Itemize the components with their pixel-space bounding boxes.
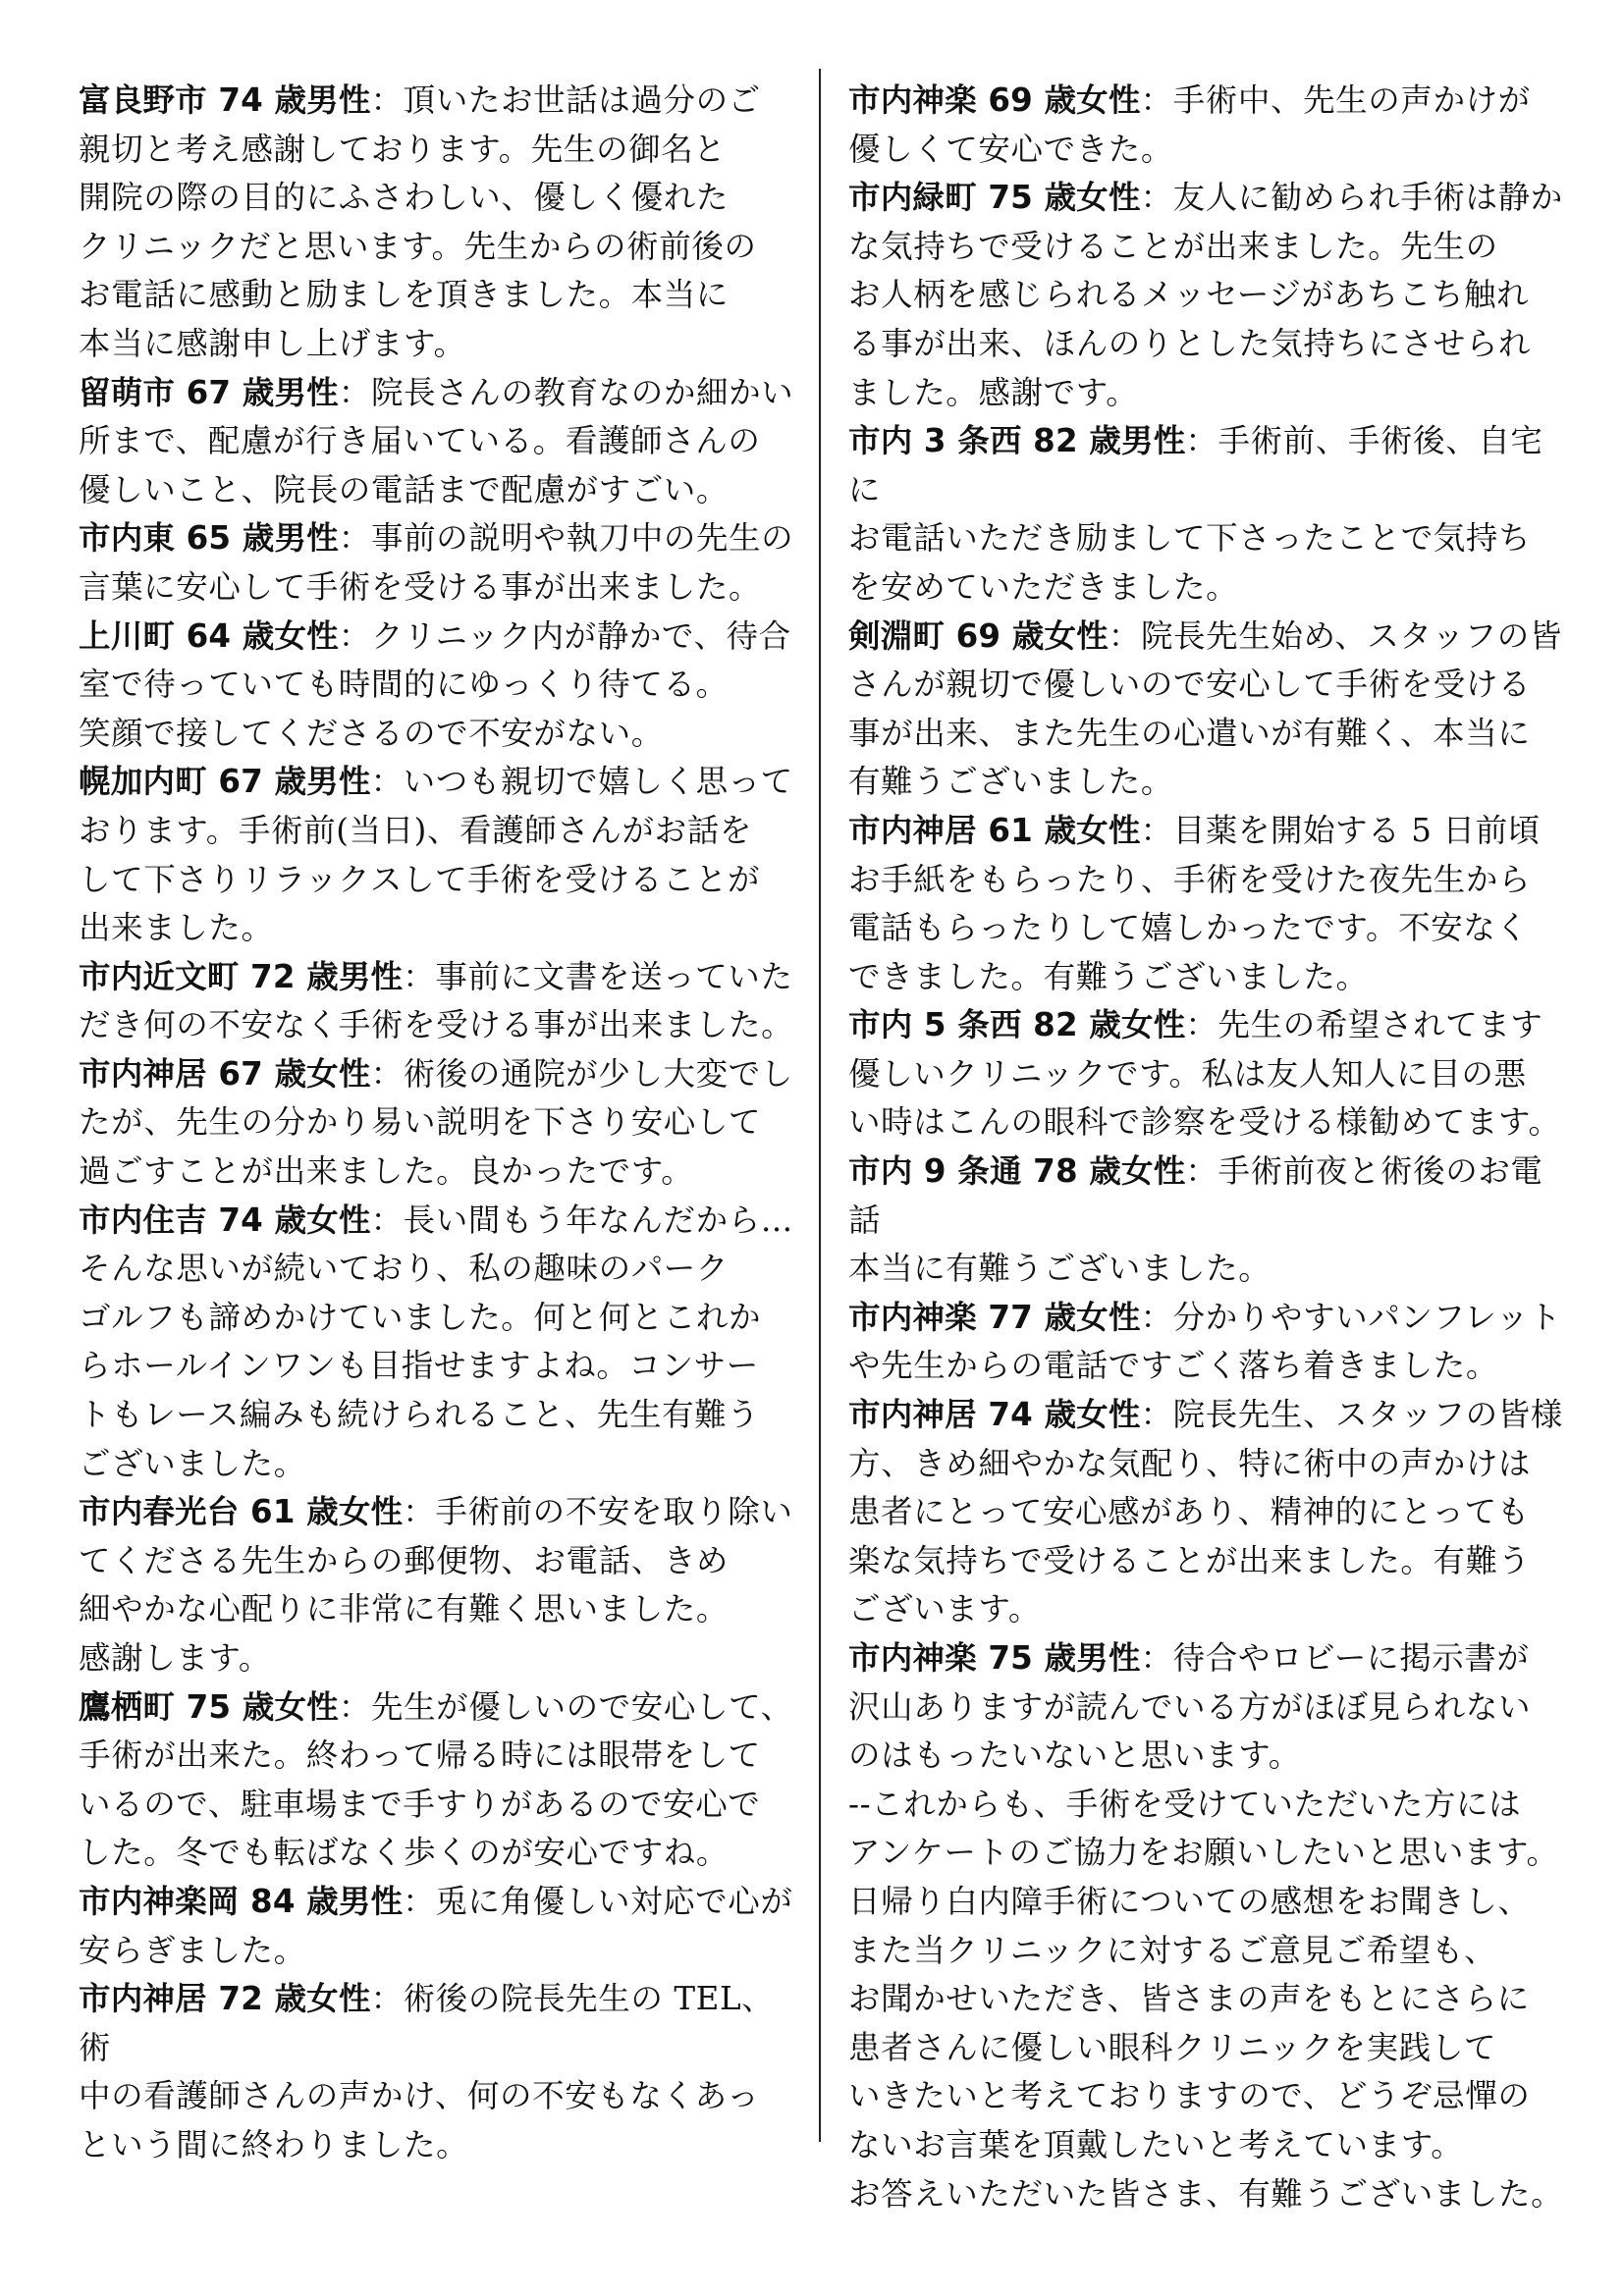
column-divider (819, 69, 821, 2142)
label-separator: ： (338, 1687, 371, 1726)
comment-text: 手術中、先生の声かけが 優しくて安心できた。 (848, 81, 1531, 168)
respondent-label: 市内住吉 74 歳女性 (79, 1201, 371, 1239)
testimonial-entry (848, 1294, 1570, 1391)
testimonial-entry (79, 1975, 800, 2169)
testimonial-entry (79, 77, 800, 369)
testimonial-entry (848, 1634, 1570, 1781)
comment-text: 頂いたお世話は過分のご 親切と考え感謝しております。先生の御名と 開院の際の目的にふさわしい、優しく優れた クリニックだと思います。先生からの術前後の お電話に感動と励ましを頂きました。本当に 本当に感謝申し上げます。 (79, 81, 761, 362)
label-separator: ： (1108, 616, 1141, 655)
respondent-label: 上川町 64 歳女性 (79, 616, 339, 655)
testimonial-entry (848, 174, 1570, 417)
testimonial-entry (848, 1001, 1570, 1148)
testimonial-entry (848, 1148, 1570, 1294)
respondent-label: 市内神楽 69 歳女性 (848, 81, 1141, 119)
testimonial-entry (848, 77, 1570, 174)
comment-text: 院長先生始め、スタッフの皆 さんが親切で優しいので安心して手術を受ける 事が出来、また先生の心遣いが有難く、本当に 有難うございました。 (848, 616, 1562, 801)
respondent-label: 留萌市 67 歳男性 (79, 373, 339, 411)
respondent-label: 市内神居 61 歳女性 (848, 811, 1141, 849)
respondent-label: 市内 5 条西 82 歳女性 (848, 1006, 1186, 1044)
respondent-label: 市内春光台 61 歳女性 (79, 1493, 404, 1531)
respondent-label: 鷹栖町 75 歳女性 (79, 1687, 339, 1726)
label-separator: ： (403, 957, 436, 995)
label-separator: ： (403, 1882, 436, 1920)
comment-text: クリニック内が静かで、待合 室で待っていても時間的にゆっくり待てる。 笑顔で接してくださるので不安がない。 (79, 616, 791, 752)
label-separator: ： (338, 519, 371, 558)
label-separator: ： (1140, 1298, 1173, 1336)
testimonial-entry (848, 1391, 1570, 1634)
comment-text: 分かりやすいパンフレット や先生からの電話ですごく落ち着きました。 (848, 1298, 1562, 1385)
right-column (848, 77, 1570, 2218)
comment-text: 待合やロビーに掲示書が 沢山ありますが読んでいる方がほぼ見られない のはもったいないと思います。 (848, 1639, 1532, 1775)
testimonial-entry (79, 1197, 800, 1489)
testimonial-entry (79, 1878, 800, 1975)
testimonial-entry (79, 953, 800, 1050)
respondent-label: 幌加内町 67 歳男性 (79, 763, 371, 801)
testimonial-entry (848, 417, 1570, 612)
comment-text: 事前の説明や執刀中の先生の 言葉に安心して手術を受ける事が出来ました。 (79, 519, 794, 606)
left-column (79, 77, 800, 2170)
label-separator: ： (1140, 81, 1173, 119)
label-separator: ： (338, 373, 371, 411)
respondent-label: 富良野市 74 歳男性 (79, 81, 371, 119)
respondent-label: 市内近文町 72 歳男性 (79, 957, 404, 995)
label-separator: ： (370, 81, 404, 119)
label-separator: ： (1140, 1639, 1173, 1677)
comment-text: 友人に勧められ手術は静か な気持ちで受けることが出来ました。先生の お人柄を感じられるメッセージがあちこち触れ る事が出来、ほんのりとした気持ちにさせられ ました。感謝です。 (848, 179, 1563, 411)
respondent-label: 市内緑町 75 歳女性 (848, 179, 1141, 217)
respondent-label: 市内神居 74 歳女性 (848, 1396, 1141, 1434)
respondent-label: 剣淵町 69 歳女性 (848, 616, 1109, 655)
respondent-label: 市内神楽 77 歳女性 (848, 1298, 1141, 1336)
comment-text: 長い間もう年なんだから… そんな思いが続いており、私の趣味のパーク ゴルフも諦めかけていました。何と何とこれか らホールインワンも目指せますよね。コンサー トもレース編みも続けられること、先生有難う ございました。 (79, 1201, 793, 1482)
respondent-label: 市内 9 条通 78 歳女性 (848, 1152, 1186, 1191)
respondent-label: 市内神居 72 歳女性 (79, 1980, 371, 2018)
label-separator: ： (338, 616, 371, 655)
comment-text: 院長さんの教育なのか細かい 所まで、配慮が行き届いている。看護師さんの 優しいこと、院長の電話まで配慮がすごい。 (79, 373, 794, 508)
testimonial-entry (79, 613, 800, 759)
comment-text: 院長先生、スタッフの皆様 方、きめ細やかな気配り、特に術中の声かけは 患者にとって安心感があり、精神的にとっても 楽な気持ちで受けることが出来ました。有難う ございます。 (848, 1396, 1563, 1629)
respondent-label: 市内神楽岡 84 歳男性 (79, 1882, 404, 1920)
comment-text: 先生の希望されてます 優しいクリニックです。私は友人知人に目の悪 い時はこんの眼科で診察を受ける様勧めてます。 (848, 1006, 1561, 1142)
testimonial-entry (848, 1781, 1570, 2218)
respondent-label: 市内東 65 歳男性 (79, 519, 339, 558)
testimonial-entry (79, 758, 800, 952)
label-separator: ： (370, 1201, 404, 1239)
comment-text: 術後の院長先生の TEL、術 中の看護師さんの声かけ、何の不安もなくあっ という間に終わりました。 (79, 1980, 775, 2163)
label-separator: ： (1140, 811, 1173, 849)
label-separator: ： (1185, 422, 1218, 460)
comment-text: 事前に文書を送っていた だき何の不安なく手術を受ける事が出来ました。 (79, 957, 794, 1044)
comment-text: 手術前、手術後、自宅に お電話いただき励まして下さったことで気持ち を安めていただきました。 (848, 422, 1543, 606)
testimonial-entry (79, 1488, 800, 1682)
label-separator: ： (403, 1493, 436, 1531)
label-separator: ： (370, 763, 404, 801)
testimonial-entry (848, 807, 1570, 1001)
label-separator: ： (1140, 179, 1173, 217)
comment-text: 手術前夜と術後のお電話 本当に有難うございました。 (848, 1152, 1543, 1288)
comment-text: 兎に角優しい対応で心が 安らぎました。 (79, 1882, 793, 1969)
testimonial-entry (79, 369, 800, 515)
testimonial-entry (848, 613, 1570, 807)
testimonial-entry (79, 1683, 800, 1878)
label-separator: ： (370, 1980, 404, 2018)
comment-text: --これからも、手術を受けていただいた方には アンケートのご協力をお願いしたいと思います。 日帰り白内障手術についての感想をお聞きし、 また当クリニックに対するご意見ご希望も、 お聞かせいただき、皆さまの声をもとにさらに 患者さんに優しい眼科クリニックを実践して いきたいと考えておりますので、どうぞ忌憚の ないお言葉を頂戴したいと考えています。 お答えいただいた皆さま、有難うございました。 (848, 1785, 1564, 2213)
label-separator: ： (370, 1054, 404, 1093)
comment-text: 術後の通院が少し大変でし たが、先生の分かり易い説明を下さり安心して 過ごすことが出来ました。良かったです。 (79, 1054, 793, 1191)
comment-text: 手術前の不安を取り除い てくださる先生からの郵便物、お電話、きめ 細やかな心配りに非常に有難く思いました。 感謝します。 (79, 1493, 793, 1677)
respondent-label: 市内神居 67 歳女性 (79, 1054, 371, 1093)
respondent-label: 市内神楽 75 歳男性 (848, 1639, 1141, 1677)
label-separator: ： (1185, 1152, 1218, 1191)
testimonial-entry (79, 514, 800, 612)
respondent-label: 市内 3 条西 82 歳男性 (848, 422, 1186, 460)
label-separator: ： (1185, 1006, 1218, 1044)
label-separator: ： (1140, 1396, 1173, 1434)
comment-text: 目薬を開始する 5 日前頃 お手紙をもらったり、手術を受けた夜先生から 電話もらったりして嬉しかったです。不安なく できました。有難うございました。 (848, 811, 1541, 995)
comment-text: 先生が優しいので安心して、 手術が出来た。終わって帰る時には眼帯をして いるので、駐車場まで手すりがあるので安心で した。冬でも転ばなく歩くのが安心ですね。 (79, 1687, 793, 1872)
comment-text: いつも親切で嬉しく思って おります。手術前(当日)、看護師さんがお話を して下さりリラックスして手術を受けることが 出来ました。 (79, 763, 793, 947)
testimonial-entry (79, 1050, 800, 1197)
